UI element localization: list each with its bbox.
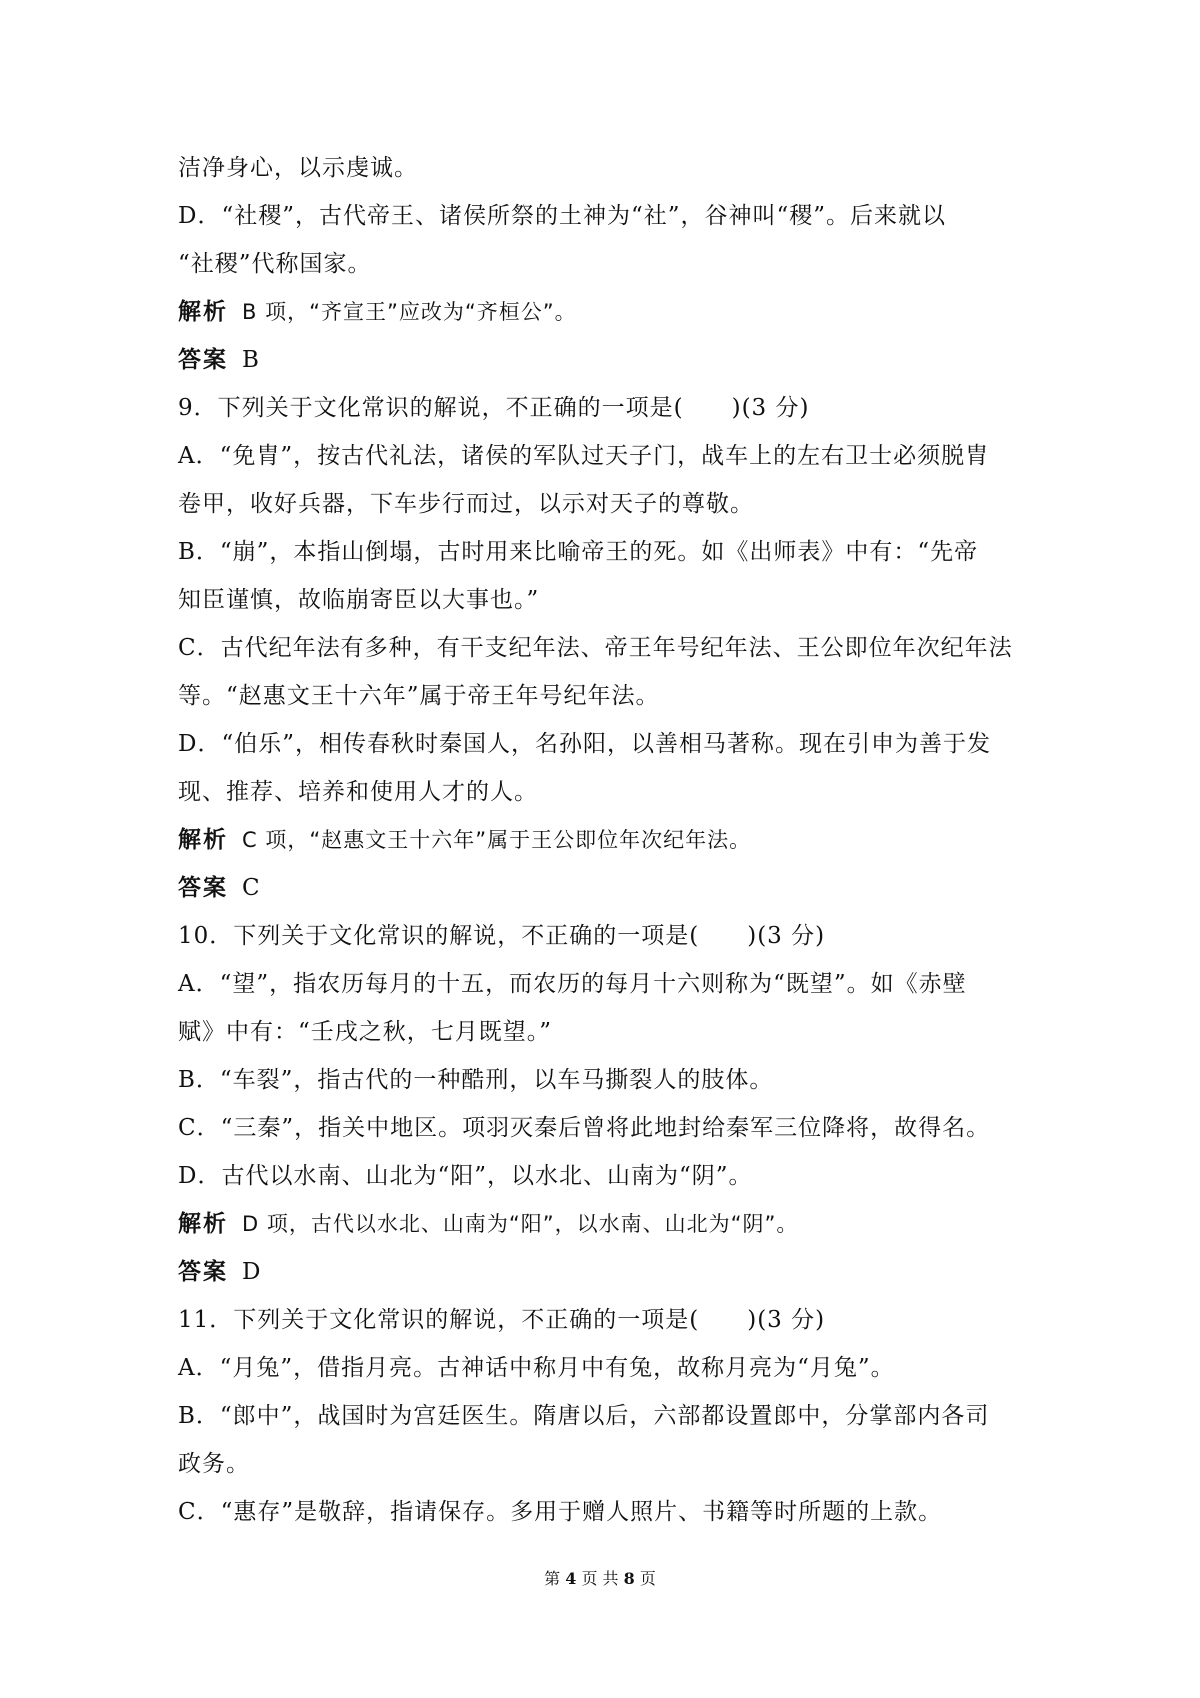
page-footer [0,1566,1200,1589]
text-line: 10．下列关于文化常识的解说，不正确的一项是( )(3 分) [178,923,826,949]
text-line: D．“伯乐”，相传春秋时秦国人，名孙阳，以善相马著称。现在引申为善于发 [178,731,991,757]
analysis-line [178,288,1038,336]
text-line: A．“月兔”，借指月亮。古神话中称月中有兔，故称月亮为“月兔”。 [178,1355,895,1381]
analysis-text: D 项，古代以水北、山南为“阳”，以水南、山北为“阴”。 [242,1212,799,1236]
text-line: B．“车裂”，指古代的一种酷刑，以车马撕裂人的肢体。 [178,1067,774,1093]
page-body [178,144,1038,1536]
answer-line [178,864,1038,912]
analysis-text: C 项，“赵惠文王十六年”属于王公即位年次纪年法。 [242,828,752,852]
footer-total-pages: 8 [623,1569,635,1588]
analysis-label: 解析 [178,827,228,853]
answer-label: 答案 [178,1259,228,1285]
text-line: A．“免胄”，按古代礼法，诸侯的军队过天子门，战车上的左右卫士必须脱胄 [178,443,990,469]
text-line: D．古代以水南、山北为“阳”，以水北、山南为“阴”。 [178,1163,753,1189]
text-line: D．“社稷”，古代帝王、诸侯所祭的土神为“社”，谷神叫“稷”。后来就以 [178,203,946,229]
footer-middle: 页 共 [581,1569,619,1588]
text-line: B．“郎中”，战国时为宫廷医生。隋唐以后，六部都设置郎中，分掌部内各司 [178,1403,990,1429]
text-line: 现、推荐、培养和使用人才的人。 [178,779,538,805]
text-line: 等。“赵惠文王十六年”属于帝王年号纪年法。 [178,683,660,709]
text-line: 9．下列关于文化常识的解说，不正确的一项是( )(3 分) [178,395,810,421]
text-line: B．“崩”，本指山倒塌，古时用来比喻帝王的死。如《出师表》中有：“先帝 [178,539,979,565]
footer-prefix: 第 [544,1569,561,1588]
answer-label: 答案 [178,875,228,901]
answer-line [178,1248,1038,1296]
text-line: A．“望”，指农历每月的十五，而农历的每月十六则称为“既望”。如《赤壁 [178,971,967,997]
text-line: “社稷”代称国家。 [178,251,372,277]
answer-line [178,336,1038,384]
footer-suffix: 页 [639,1569,656,1588]
answer-text: D [242,1259,262,1285]
text-line: C．“惠存”是敬辞，指请保存。多用于赠人照片、书籍等时所题的上款。 [178,1499,943,1525]
analysis-label: 解析 [178,299,228,325]
answer-text: C [242,875,261,901]
text-line: C．“三秦”，指关中地区。项羽灭秦后曾将此地封给秦军三位降将，故得名。 [178,1115,991,1141]
analysis-line [178,816,1038,864]
analysis-label: 解析 [178,1211,228,1237]
answer-text: B [242,347,260,373]
text-line: 卷甲，收好兵器，下车步行而过，以示对天子的尊敬。 [178,491,754,517]
text-line: 11．下列关于文化常识的解说，不正确的一项是( )(3 分) [178,1307,826,1333]
footer-page-number: 4 [565,1569,577,1588]
analysis-text: B 项，“齐宣王”应改为“齐桓公”。 [242,300,577,324]
text-line: C．古代纪年法有多种，有干支纪年法、帝王年号纪年法、王公即位年次纪年法 [178,635,1013,661]
text-line: 洁净身心，以示虔诚。 [178,155,418,181]
text-line: 知臣谨慎，故临崩寄臣以大事也。” [178,587,540,613]
analysis-line [178,1200,1038,1248]
answer-label: 答案 [178,347,228,373]
text-line: 赋》中有：“壬戌之秋，七月既望。” [178,1019,553,1045]
text-line: 政务。 [178,1451,250,1477]
